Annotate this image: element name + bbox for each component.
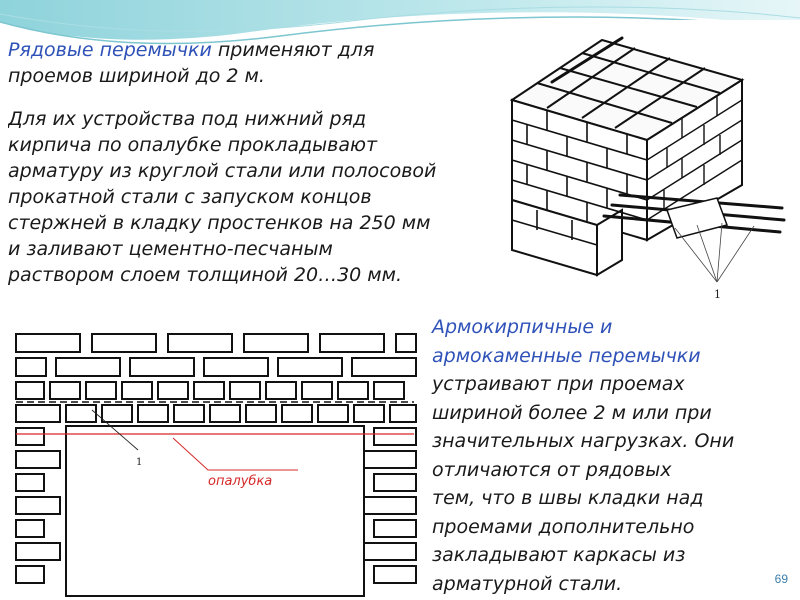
ordinary-lintels-term: Рядовые перемычки (8, 39, 212, 61)
intro-paragraph (8, 37, 478, 89)
paragraph-line: Для их устройства под нижний ряд (8, 108, 367, 130)
paragraph-line: устраивают при проемах (432, 373, 685, 395)
figure-callout-number: 1 (136, 457, 143, 468)
paragraph-line: прокатной стали с запуском концов (8, 186, 372, 208)
formwork-label: опалубка (208, 474, 273, 489)
paragraph-line: раствором слоем толщиной 20…30 мм. (8, 264, 402, 286)
installation-paragraph (8, 106, 495, 288)
paragraph-line: значительных нагрузках. Они (432, 430, 735, 452)
paragraph-line: стержней в кладку простенков на 250 мм (8, 212, 431, 234)
paragraph-line: тем, что в швы кладки над (432, 487, 704, 509)
paragraph-line: арматуру из круглой стали или полосовой (8, 160, 437, 182)
intro-line-1-rest: применяют для (211, 39, 375, 61)
reinforced-lintels-term-line: армокаменные перемычки (432, 344, 701, 367)
paragraph-line: закладывают каркасы из (432, 544, 686, 566)
paragraph-line: шириной более 2 м или при (432, 401, 712, 424)
reinforced-lintels-term-line: Армокирпичные и (432, 316, 613, 338)
lintel-isometric-drawing (492, 20, 800, 306)
paragraph-line: и заливают цементно-песчаным (8, 238, 333, 260)
reinforced-lintels-paragraph (432, 313, 798, 598)
slide-page-number: 69 (774, 572, 788, 586)
lintel-elevation-drawing (8, 330, 420, 598)
paragraph-line: кирпича по опалубке прокладывают (8, 134, 378, 156)
figure-callout-number: 1 (714, 288, 721, 301)
intro-line-2: проемов шириной до 2 м. (8, 65, 265, 87)
paragraph-line: отличаются от рядовых (432, 458, 672, 481)
paragraph-line: проемами дополнительно (432, 515, 695, 538)
paragraph-line: арматурной стали. (432, 572, 623, 595)
